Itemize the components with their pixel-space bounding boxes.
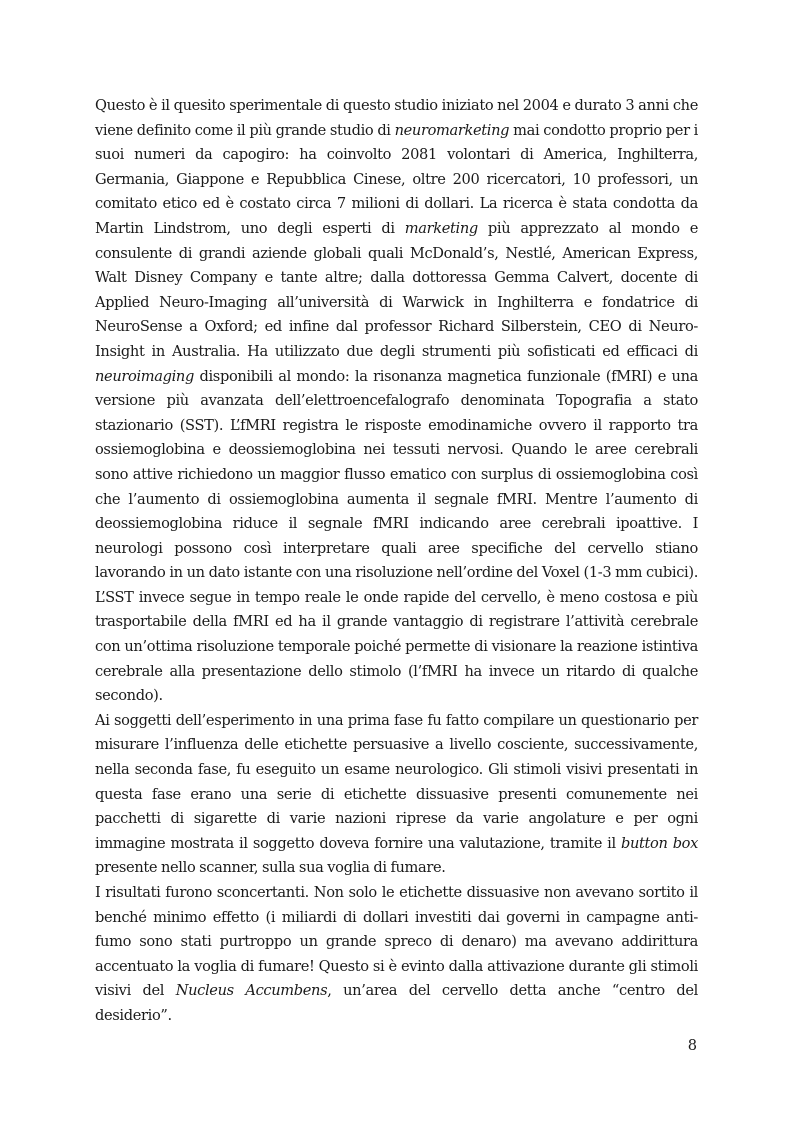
paragraph-1-italic-term: neuromarketing: [394, 121, 510, 139]
paragraph-2-italic-term: button box: [620, 834, 699, 852]
paragraph-1-italic-term: marketing: [404, 219, 478, 237]
paragraph-1: [95, 94, 698, 709]
paragraph-2-segment: presente nello scanner, sulla sua voglia di fumare.: [95, 859, 446, 877]
paragraph-1-segment: disponibili al mondo: la risonanza magnetica funzionale (fMRI) e una versione più avanzata dell’elettroencefalografo denominata Topografia a stato stazionario (SST). L’fMRI registra le risposte emodinamiche ovvero il rapporto tra ossiemoglobina e deossiemoglobina nei tessuti nervosi. Quando le aree cerebrali sono attive richiedono un maggior flusso ematico con surplus di ossiemoglobina così che l’aumento di ossiemoglobina aumenta il segnale fMRI. Mentre l’aumento di deossiemoglobina riduce il segnale fMRI indicando aree cerebrali ipoattive. I neurologi possono così interpretare quali aree specifiche del cervello stiano lavorando in un dato istante con una risoluzione nell’ordine del Voxel (1-3 mm cubici). L’SST invece segue in tempo reale le onde rapide del cervello, è meno costosa e più trasportabile della fMRI ed ha il grande vantaggio di registrare l’attività cerebrale con un’ottima risoluzione temporale poiché permette di visionare la reazione istintiva cerebrale alla presentazione dello stimolo (l’fMRI ha invece un ritardo di qualche secondo).: [95, 367, 698, 705]
page-number: 8: [687, 1037, 697, 1054]
paragraph-3: [95, 881, 698, 1029]
paragraph-1-segment: più apprezzato al mondo e consulente di grandi aziende globali quali McDonald’s, Nestlé, American Express, Walt Disney Company e tante altre; dalla dottoressa Gemma Calvert, docente di Applied Neuro-Imaging all’università di Warwick in Inghilterra e fondatrice di NeuroSense a Oxford; ed infine dal professor Richard Silberstein, CEO di Neuro-Insight in Australia. Ha utilizzato due degli strumenti più sofisticati ed efficaci di: [95, 219, 698, 360]
paragraph-2: [95, 709, 698, 881]
paragraph-1-segment: mai condotto proprio per i suoi numeri da capogiro: ha coinvolto 2081 volontari di America, Inghilterra, Germania, Giappone e Repubblica Cinese, oltre 200 ricercatori, 10 professori, un comitato etico ed è costato circa 7 milioni di dollari. La ricerca è stata condotta da Martin Lindstrom, uno degli esperti di: [95, 121, 698, 237]
paragraph-1-italic-term: neuroimaging: [95, 367, 194, 385]
paragraph-1-segment: Questo è il quesito sperimentale di questo studio iniziato nel 2004 e durato 3 anni che viene definito come il più grande studio di: [95, 97, 698, 139]
paragraph-2-segment: Ai soggetti dell’esperimento in una prima fase fu fatto compilare un questionario per misurare l’influenza delle etichette persuasive a livello cosciente, successivamente, nella seconda fase, fu eseguito un esame neurologico. Gli stimoli visivi presentati in questa fase erano una serie di etichette dissuasive presenti comunemente nei pacchetti di sigarette di varie nazioni riprese da varie angolature e per ogni immagine mostrata il soggetto doveva fornire una valutazione, tramite il: [95, 711, 698, 852]
paragraph-3-segment: I risultati furono sconcertanti. Non solo le etichette dissuasive non avevano sortito il benché minimo effetto (i miliardi di dollari investiti dai governi in campagne anti-fumo sono stati purtroppo un grande spreco di denaro) ma avevano addirittura accentuato la voglia di fumare! Questo si è evinto dalla attivazione durante gli stimoli visivi del: [95, 884, 698, 1000]
paragraph-3-segment: , un’area del cervello detta anche “centro del desiderio”.: [95, 982, 698, 1024]
paragraph-3-italic-term: Nucleus Accumbens: [175, 982, 328, 1000]
page-body: [95, 94, 698, 1029]
